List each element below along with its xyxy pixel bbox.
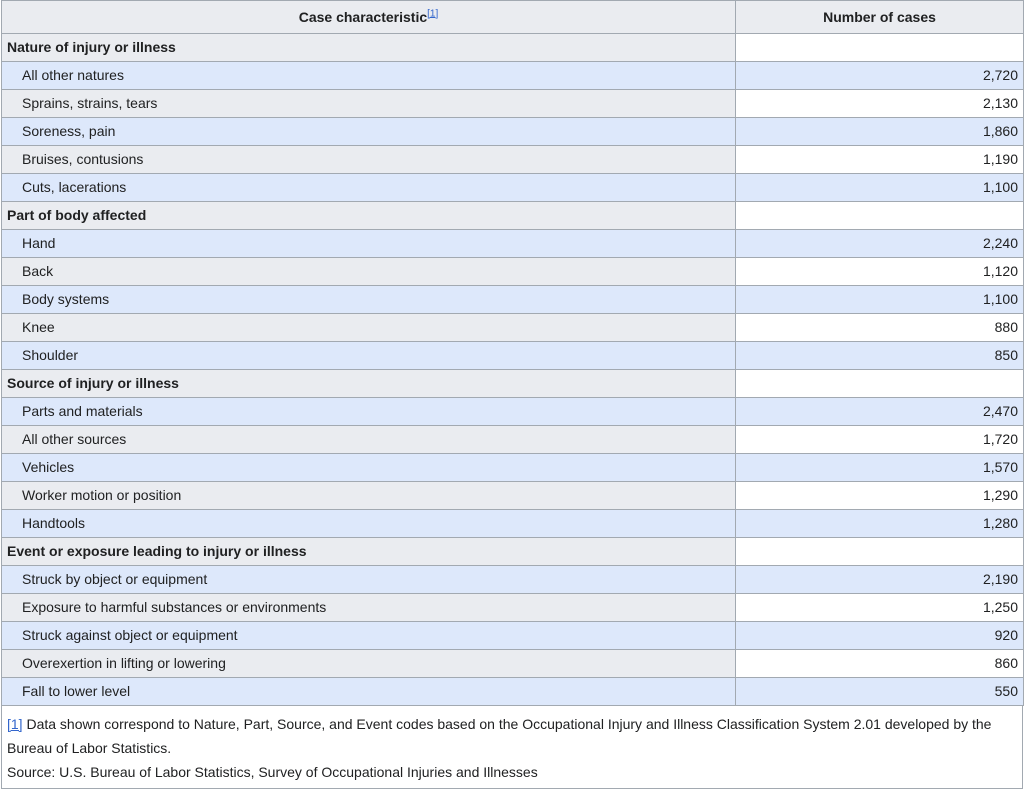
table-header-row [2,1,1024,34]
table-row [2,426,1024,454]
group-title: Nature of injury or illness [2,34,736,62]
row-label: Struck against object or equipment [2,622,736,650]
group-row [2,34,1024,62]
group-title: Event or exposure leading to injury or illness [2,538,736,566]
table-row [2,314,1024,342]
row-value: 880 [736,314,1024,342]
table-row [2,398,1024,426]
row-value: 850 [736,342,1024,370]
group-title: Part of body affected [2,202,736,230]
table-row [2,342,1024,370]
case-characteristic-header [2,1,736,34]
footnote [7,712,1017,760]
number-of-cases-header: Number of cases [736,1,1024,34]
table-notes [1,706,1023,789]
row-value: 920 [736,622,1024,650]
row-label: Hand [2,230,736,258]
row-label: Handtools [2,510,736,538]
footnote-ref-link[interactable]: [1] [427,7,439,19]
group-title: Source of injury or illness [2,370,736,398]
row-label: Struck by object or equipment [2,566,736,594]
row-label: Bruises, contusions [2,146,736,174]
row-value: 1,290 [736,482,1024,510]
row-label: Soreness, pain [2,118,736,146]
row-value: 550 [736,678,1024,706]
table-row [2,62,1024,90]
row-value: 1,100 [736,286,1024,314]
row-label: Fall to lower level [2,678,736,706]
row-label: Body systems [2,286,736,314]
row-value: 1,250 [736,594,1024,622]
row-label: Exposure to harmful substances or environments [2,594,736,622]
table-row [2,286,1024,314]
row-label: Shoulder [2,342,736,370]
table-row [2,566,1024,594]
row-value: 1,570 [736,454,1024,482]
row-label: Knee [2,314,736,342]
row-label: Back [2,258,736,286]
row-label: Parts and materials [2,398,736,426]
row-label: Sprains, strains, tears [2,90,736,118]
table-row [2,510,1024,538]
row-value: 2,470 [736,398,1024,426]
table-row [2,454,1024,482]
row-value: 2,130 [736,90,1024,118]
footnote-text: Data shown correspond to Nature, Part, Source, and Event codes based on the Occupational Injury and Illness Classification System 2.01 developed by the Bureau of Labor Statistics. [7,716,992,756]
source-note: Source: U.S. Bureau of Labor Statistics, Survey of Occupational Injuries and Illnesses [7,764,538,780]
table-row [2,650,1024,678]
row-value: 1,190 [736,146,1024,174]
row-value: 2,240 [736,230,1024,258]
row-label: Worker motion or position [2,482,736,510]
table-row [2,678,1024,706]
table-body [2,34,1024,706]
row-label: All other natures [2,62,736,90]
row-label: Cuts, lacerations [2,174,736,202]
row-label: All other sources [2,426,736,454]
group-row [2,202,1024,230]
footnote-backlink[interactable]: [1] [7,716,23,732]
row-value: 1,720 [736,426,1024,454]
cases-table [1,0,1024,706]
table-row [2,90,1024,118]
row-label: Vehicles [2,454,736,482]
row-value: 2,190 [736,566,1024,594]
table-row [2,146,1024,174]
table-row [2,230,1024,258]
group-value-empty [736,538,1024,566]
row-value: 1,100 [736,174,1024,202]
group-value-empty [736,34,1024,62]
table-row [2,594,1024,622]
row-value: 2,720 [736,62,1024,90]
table-row [2,258,1024,286]
group-row [2,538,1024,566]
row-value: 1,120 [736,258,1024,286]
group-value-empty [736,370,1024,398]
table-row [2,622,1024,650]
group-value-empty [736,202,1024,230]
footnote-superscript [427,8,438,19]
row-value: 1,860 [736,118,1024,146]
row-value: 1,280 [736,510,1024,538]
table-row [2,482,1024,510]
table-row [2,118,1024,146]
table-row [2,174,1024,202]
group-row [2,370,1024,398]
row-label: Overexertion in lifting or lowering [2,650,736,678]
case-characteristic-header-label: Case characteristic [298,8,428,25]
row-value: 860 [736,650,1024,678]
